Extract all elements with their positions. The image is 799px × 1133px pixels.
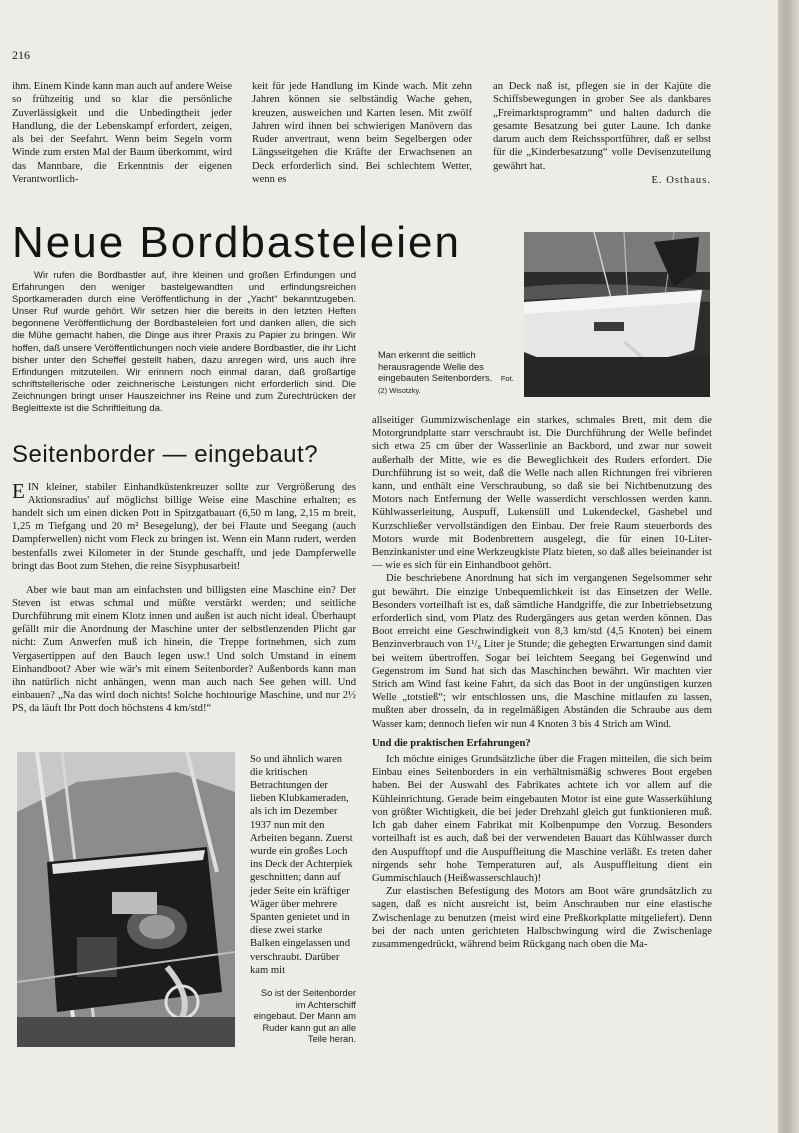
left-paragraph-1: [12, 478, 356, 573]
page-edge: [778, 0, 799, 1133]
intro-paragraph: [12, 270, 356, 415]
author-signature: E. Osthaus.: [651, 175, 711, 187]
top-column-1: [12, 80, 232, 186]
article-title: Neue Bordbasteleien: [12, 218, 461, 267]
drop-cap: E: [12, 478, 25, 503]
right-column: [372, 414, 712, 951]
right-paragraph-3: Ich möchte einiges Grundsätzliche über die Fragen mitteilen, die sich beim Einbau eines Seitenborders in ein verhältnismäßig schweres Boot ergeben haben. Bei der Auswahl des Fabrikates achtete ich vor allem auf die Kühleinrichtung. Gerade beim eingebauten Motor ist eine gute Wasserkühlung von größter Wichtigkeit, die bei jeder Drehzahl gleich gut funktionieren muß. Ich gab daher einem Fabrikat mit Kolbenpumpe den Vorzug. Besonders vorteilhaft ist es auch, daß bei der verwendeten Bauart das Kühlwasser durch den Auspufftopf und die Auspuffleitung die Maschine verläßt. Es treten daher nirgends sehr hohe Temperaturen auf, als Auspuffleitung dient ein Gummischlauch (Heißwasserschlauch)!: [372, 754, 712, 884]
photo2-caption: So ist der Seitenborder im Achterschiff eingebaut. Der Mann am Ruder kann gut an alle Teile heran.: [253, 988, 356, 1044]
left-column: [12, 470, 356, 716]
intro-text: Wir rufen die Bordbastler auf, ihre kleinen und großen Erfindungen und Erfahrungen den weniger bastelgewandten und erfindungsreichen Sportkameraden durch eine Veröffentlichung in der „Yacht“ bekanntzugeben. Unser Ruf wurde gehört. Wir setzen hier die bereits in den letzten Heften begonnene Veröffentlichung der Bordbasteleien fort und danken allen, die sich die Mühe gemacht haben, die Dinge aus ihrer Praxis zu Papier zu bringen. Wir hoffen, daß unsere Veröffentlichungen noch viele andere Bordbastler, die ihr Licht bisher unter den Scheffel gestellt haben, dazu anregen wird, uns auch ihre Erfindungen mitzuteilen. Wir erinnern noch einmal daran, daß großartige schriftstellerische oder zeichnerische Leistungen nicht erforderlich sind. Die Zeichnungen bringt unser Hauszeichner ins Reine und zum Zurechtrücken der Begleittexte ist die Schriftleitung da.: [12, 270, 356, 415]
engine-photo-image: [17, 752, 235, 1047]
photo1-caption-text: Man erkennt die seitlich herausragende Welle des eingebauten Seitenborders.: [378, 350, 493, 383]
right-paragraph-1: allseitiger Gummizwischenlage ein starkes, schmales Brett, mit dem die Motorgrundplatte starr verschraubt ist. Die Durchführung der Welle befindet sich etwa 25 cm über der Wasserlinie an Backbord, und zwar nur soweit außerhalb der Mitte, wie es die Beweglichkeit des Ruders erfordert. Die Durchführung ist so weit, daß die Welle nach allen Richtungen frei vibrieren kann, und enthält eine Verschraubung, so daß sie bei Nichtbenutzung des Motors nach Entfernung der Welle wasserdicht verschlossen werden kann. Kühlwasserleitung, Auspuff, Lukensüll und Lukendeckel, Gashebel und Kurzschließer vervollständigen den Einbau. Der freie Raum steuerbords des Motors wurde mit Bodenbrettern ausgelegt, die für einen 10-Liter-Benzinkanister und eine Werkzeugkiste Platz bieten, so daß alles beieinander ist — wie es sich für ein Einhandboot gehört.: [372, 415, 712, 572]
boat-hull-photo: [524, 232, 710, 397]
left-paragraph-2-tail: So und ähnlich waren die kritischen Betrachtungen der lieben Klubkameraden, als ich im Dezember 1937 nun mit den Arbeiten begann. Zuerst wurde ein großes Loch ins Deck der Achterpiek geschnitten; dann auf jeder Seite ein kräftiger Wäger über mehrere Spanten genietet und in diese zwei starke Balken eingelassen und verschraubt. Darüber kam mit: [250, 753, 353, 976]
engine-photo: [17, 752, 235, 1047]
photo1-credit: Fot. (2) Wisotzky.: [378, 374, 514, 395]
right-paragraph-2: Die beschriebene Anordnung hat sich im vergangenen Segelsommer sehr gut bewährt. Die einzige Unbequemlichkeit ist das Einsetzen der Welle. Besonders vorteilhaft ist es, daß sämtliche Handgriffe, die zur Inbetriebsetzung erforderlich sind, vom Platz des Rudergängers aus getan werden können. Das Boot erreicht eine Geschwindigkeit von 8,3 km/std (4,5 Knoten) bei einem Benzinverbrauch von 1¹/₈ Liter je Stunde; die gehegten Erwartungen sind damit bei weitem übertroffen. Sogar bei leichtem Seegang bei Gegenwind und Gegenstrom im Sund hat sich das Maschinchen bewährt. Wir machten vier Strich am Wind fast keine Fahrt, da sich das Boot in der ungünstigen kurzen Welle „totstieß“; wir entschlossen uns, die Maschine mitlaufen zu lassen, mußten aber drosseln, da in regelmäßigen Abständen die Schraube aus dem Wasser kam; dennoch liefen wir nun 4 Knoten 3 bis 4 Strich am Wind.: [372, 573, 712, 730]
top-column-3-text: an Deck naß ist, pflegen sie in der Kajüte die Schiffsbewegungen in grober See als dankbares „Freimarktsprogramm“ und halten dadurch die gesamte Besatzung bei guter Laune. Ich danke darum auch dem Reichssportführer, daß er selbst für die „Kinderbesatzung“ volle Devisenzuteilung gewährt hat.: [493, 81, 711, 172]
left-paragraph-1-text: IN kleiner, stabiler Einhandküstenkreuzer sollte zur Vergrößerung des Aktionsradius' auf möglichst billige Weise eine Maschine erhalten; es handelt sich um einen dicken Pott in Spitzgatbauart (6,50 m lang, 2,15 m breit, 1,25 m Tiefgang und 20 m² Besegelung), der bei Flaute und Seegang (auch Dampferwellen) nicht vom Fleck zu bringen ist. Wenn ein Mann rudert, werden bestenfalls zwei Kilometer in der Stunde geschafft, und jede Dampferwelle bringt das Boot zum Stehen, die reine Sisyphusarbeit!: [12, 481, 356, 572]
top-column-3: [493, 80, 711, 187]
left-wrap-column: [250, 742, 354, 988]
top-column-2-text: keit für jede Handlung im Kinde wach. Mit zehn Jahren können sie selbständig Wache gehen, kreuzen, ausweichen und Karten lesen. Mit zwölf Jahren wird ihnen bei schwierigen Manövern das Ruder anvertraut, wenn beim Segelbergen oder Längsseitgehen die Kräfte der Erwachsenen an Deck erforderlich sind. Bei schlechtem Wetter, wenn es: [252, 81, 472, 186]
right-paragraph-4: Zur elastischen Befestigung des Motors am Boot wäre grundsätzlich zu sagen, daß es nicht ausreicht ist, beim Anschrauben nur eine elastische Zwischenlage zu benutzen (meist wird eine Preßkorkplatte mitgeliefert). Denn bei der nach unten gerichteten Halbschwingung wird die Zwischenlage zusammengedrückt, während beim Rückgang nach oben die Ma-: [372, 886, 712, 950]
section-heading: Seitenborder — eingebaut?: [12, 441, 319, 468]
boat-hull-photo-image: [524, 232, 710, 397]
top-column-1-text: ihm. Einem Kinde kann man auch auf andere Weise so frühzeitig und so klar die persönliche Zuverlässigkeit und die Unbedingtheit jeder Handlung, die der Lebenskampf erfordert, zeigen, als bei der Seefahrt. Wenn beim Segeln vorm Winde zum ersten Mal der Baum überkommt, wird das Mannbare, die Erkenntnis der eigenen Verantwortlich-: [12, 81, 232, 186]
right-subheading: Und die praktischen Erfahrungen?: [372, 737, 531, 749]
top-column-2: [252, 80, 472, 186]
photo1-caption: [378, 350, 518, 396]
left-paragraph-2: Aber wie baut man am einfachsten und billigsten eine Maschine ein? Der Steven ist etwas schmal und müßte verstärkt werden; und seitliche Durchführung mit einem Klotz innen und außen ist auch nicht ideal. Überhaupt gefällt mir die Anordnung der Maschine unter der selbstlenzenden Plicht gar nicht: Zum Anwerfen muß ich hinein, die Treppe fortnehmen, sich zum Vergasertippen auf den Bauch legen usw.! Und solch Umstand in einem Einhandboot? Aber wie wär's mit einem Seitenborder? Außenbords kann man ihn natürlich nicht anhängen, wenn man auch nach See gehen will. Und einbauen? „Na das wird doch nichts! Solche hochtourige Maschine, und nur 2½ PS, da läuft Ihr Pott doch höchstens 4 km/std!“: [12, 584, 356, 715]
page-number: 216: [12, 48, 30, 62]
